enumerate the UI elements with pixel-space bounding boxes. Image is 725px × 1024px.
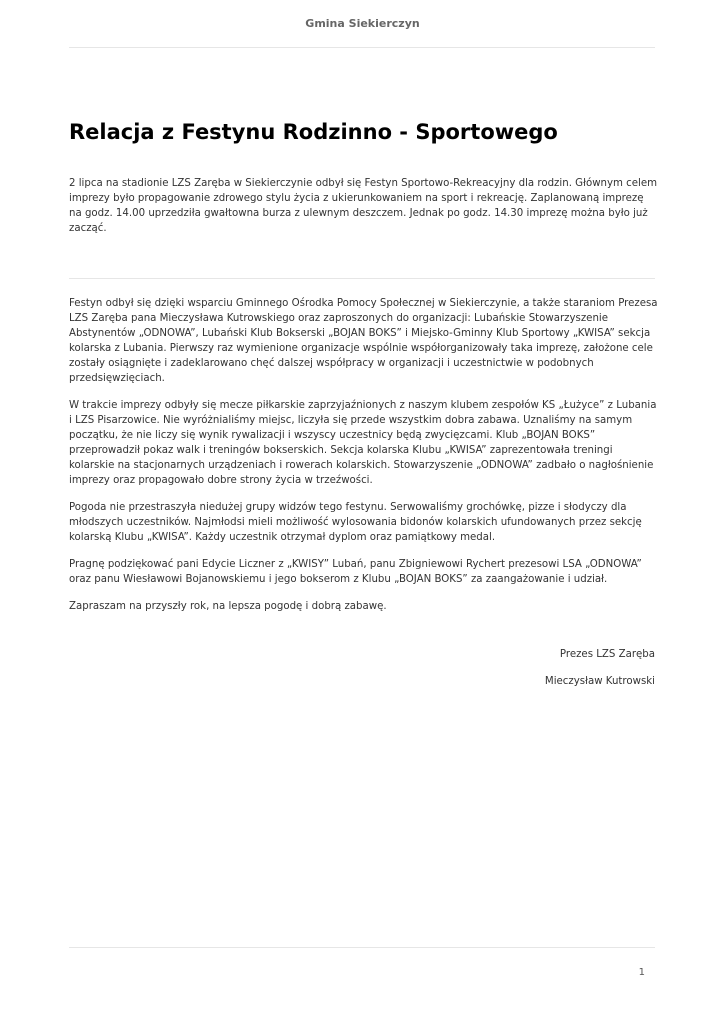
site-name: Gmina Siekierczyn — [305, 17, 420, 30]
signature-block — [545, 647, 655, 701]
signature-role: Prezes LZS Zaręba — [559, 649, 655, 660]
section-divider — [69, 278, 655, 279]
paragraph: W trakcie imprezy odbyły się mecze piłkarskie zaprzyjaźnionych z naszym klubem zespołów KS „Łużyce” z Lubania i LZS Pisarzowice. Nie wyróżnialiśmy miejsc, liczyła się przede wszystkim dobra zabawa. Uznaliśmy na samym początku, że nie liczy się wynik rywalizacji i wszyscy uczestnicy będą zwycięzcami. Klub „BOJAN BOKS” przeprowadził pokaz walk i treningów bokserskich. Sekcja kolarska Klubu „KWISA” zaprezentowała treningi kolarskie na stacjonarnych urządzeniach i rowerach kolarskich. Stowarzyszenie „ODNOWA” zadbało o nagłośnienie imprezy oraz propagowało dobre strony życia w trzeźwości. — [69, 400, 657, 486]
header-divider — [69, 47, 655, 48]
paragraph: Pogoda nie przestraszyła niedużej grupy widzów tego festynu. Serwowaliśmy grochówkę, pizze i słodyczy dla młodszych uczestników. Najmłodsi mieli możliwość wylosowania bidonów kolarskich ufundowanych przez sekcję kolarską Klubu „KWISA”. Każdy uczestnik otrzymał dyplom oraz pamiątkowy medal. — [69, 502, 642, 543]
article-body — [69, 296, 659, 626]
footer-divider — [69, 947, 655, 948]
article-intro: 2 lipca na stadionie LZS Zaręba w Siekierczynie odbył się Festyn Sportowo-Rekreacyjny dla rodzin. Głównym celem imprezy było propagowanie zdrowego stylu życia z ukierunkowaniem na sport i rekreację. Zaplanowaną imprezę na godz. 14.00 uprzedziła gwałtowna burza z ulewnym deszczem. Jednak po godz. 14.30 imprezę można było już zacząć. — [69, 178, 658, 234]
page-number: 1 — [638, 967, 645, 978]
paragraph: Pragnę podziękować pani Edycie Liczner z „KWISY” Lubań, panu Zbigniewowi Rychert prezesowi LSA „ODNOWA” oraz panu Wiesławowi Bojanowskiemu i jego bokserom z Klubu „BOJAN BOKS” za zaangażowanie i udział. — [69, 559, 642, 585]
article-title: Relacja z Festynu Rodzinno - Sportowego — [69, 120, 558, 144]
paragraph: Festyn odbył się dzięki wsparciu Gminnego Ośrodka Pomocy Społecznej w Siekierczynie, a także staraniom Prezesa LZS Zaręba pana Mieczysława Kutrowskiego oraz zaproszonych do organizacji: Lubańskie Stowarzyszenie Abstynentów „ODNOWA”, Lubański Klub Bokserski „BOJAN BOKS” i Miejsko-Gminny Klub Sportowy „KWISA” sekcja kolarska z Lubania. Pierwszy raz wymienione organizacje wspólnie współorganizowały taka imprezę, założone cele zostały osiągnięte i zadeklarowano chęć dalszej współpracy w organizacji i uczestnictwie w podobnych przedsięwzięciach. — [69, 298, 658, 384]
paragraph: Zapraszam na przyszły rok, na lepsza pogodę i dobrą zabawę. — [69, 601, 387, 612]
signature-name: Mieczysław Kutrowski — [544, 676, 655, 687]
